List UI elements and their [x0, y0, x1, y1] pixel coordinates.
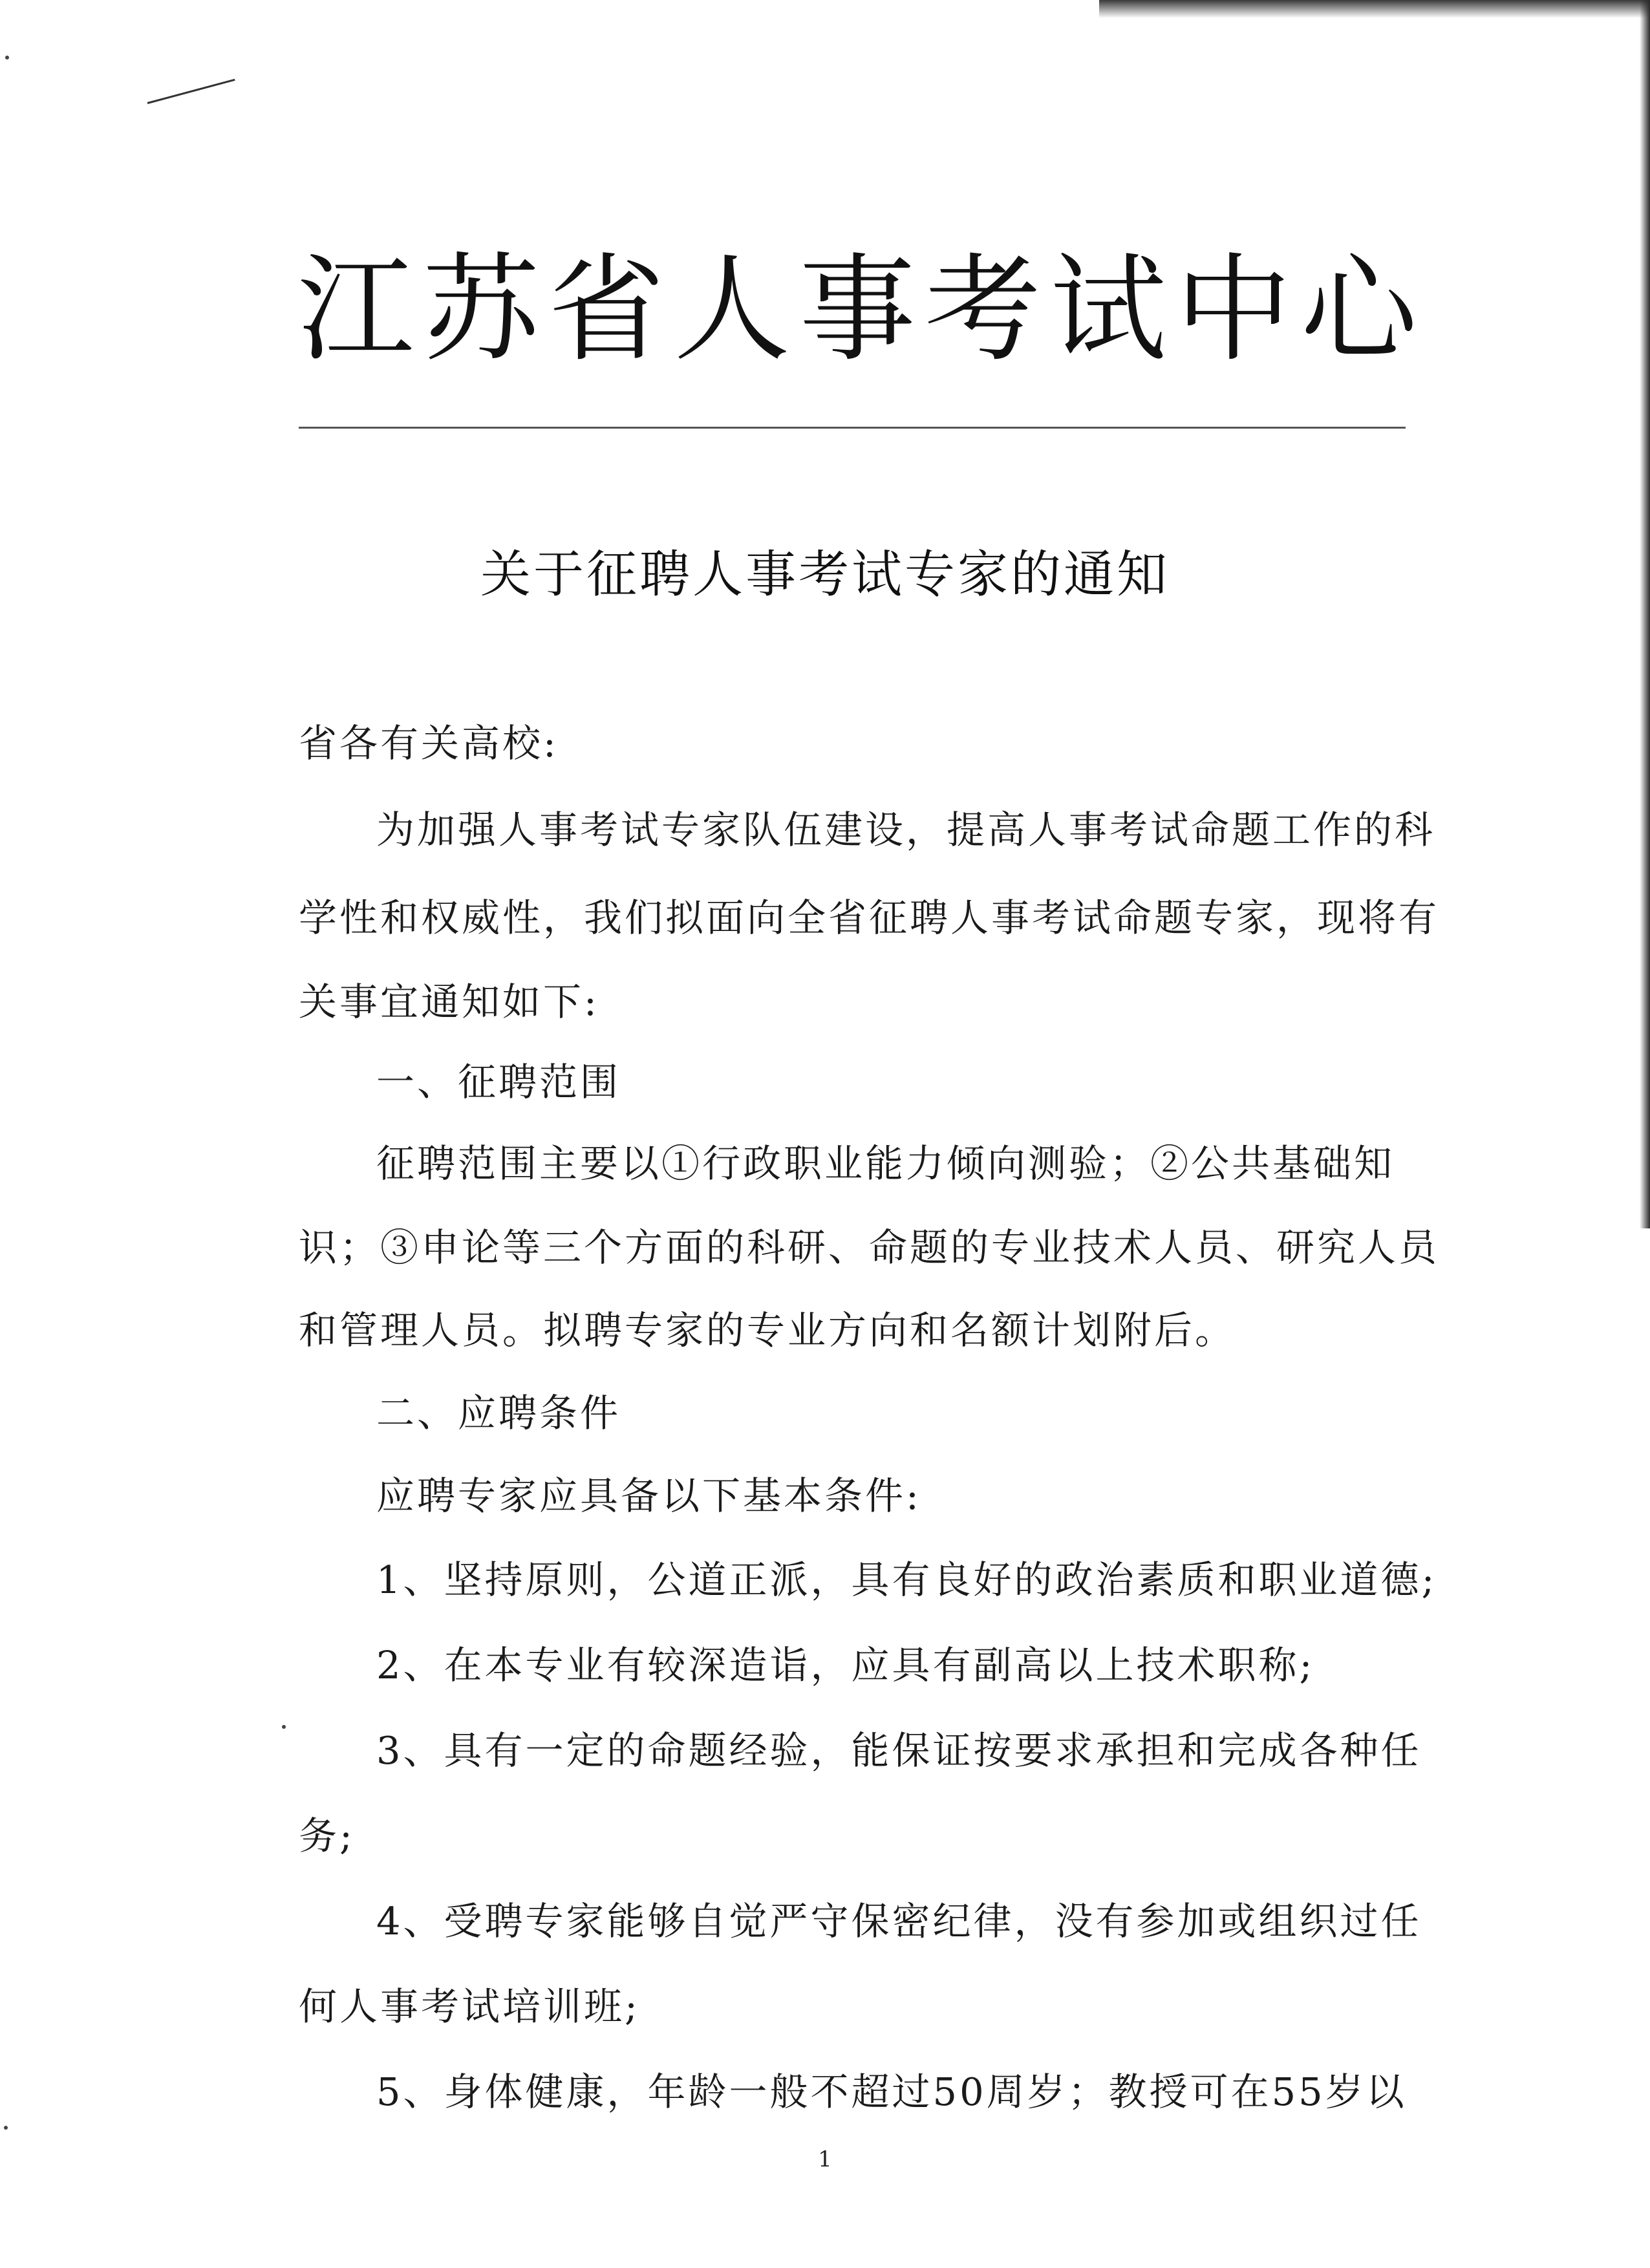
condition-item: 2、在本专业有较深造诣，应具有副高以上技术职称;: [376, 1643, 1315, 1687]
scan-speck: [5, 56, 9, 59]
condition-item: 1、坚持原则，公道正派，具有良好的政治素质和职业道德;: [376, 1557, 1437, 1602]
paragraph-line: 和管理人员。拟聘专家的专业方向和名额计划附后。: [299, 1308, 1236, 1353]
letterhead-rule: [299, 427, 1406, 429]
scan-shadow-right: [1640, 0, 1650, 1228]
document-title: 关于征聘人事考试专家的通知: [480, 546, 1170, 604]
paragraph-line: 学性和权威性，我们拟面向全省征聘人事考试命题专家，现将有: [299, 895, 1440, 940]
paragraph-line: 识；③申论等三个方面的科研、命题的专业技术人员、研究人员: [299, 1225, 1440, 1270]
section-heading: 一、征聘范围: [376, 1060, 621, 1104]
pen-stroke-mark: [147, 79, 235, 104]
scan-shadow-top: [1099, 0, 1650, 18]
condition-item-continued: 何人事考试培训班;: [299, 1984, 640, 2029]
scan-speck: [282, 1725, 286, 1729]
letterhead-title: 江苏省人事考试中心: [297, 242, 1427, 378]
condition-item: 3、具有一定的命题经验，能保证按要求承担和完成各种任: [376, 1728, 1422, 1773]
paragraph-line: 征聘范围主要以①行政职业能力倾向测验；②公共基础知: [376, 1141, 1395, 1186]
condition-item-continued: 务;: [299, 1813, 355, 1858]
scan-speck: [4, 2126, 8, 2130]
page-number: 1: [818, 2146, 832, 2172]
section-heading: 二、应聘条件: [376, 1391, 621, 1435]
paragraph-line: 应聘专家应具备以下基本条件:: [376, 1473, 921, 1518]
paragraph-line: 为加强人事考试专家队伍建设，提高人事考试命题工作的科: [376, 808, 1436, 852]
paragraph-line: 关事宜通知如下:: [299, 979, 599, 1024]
condition-item: 5、身体健康，年龄一般不超过50周岁；教授可在55岁以: [376, 2070, 1407, 2114]
salutation: 省各有关高校:: [299, 721, 559, 765]
condition-item: 4、受聘专家能够自觉严守保密纪律，没有参加或组织过任: [376, 1899, 1422, 1943]
